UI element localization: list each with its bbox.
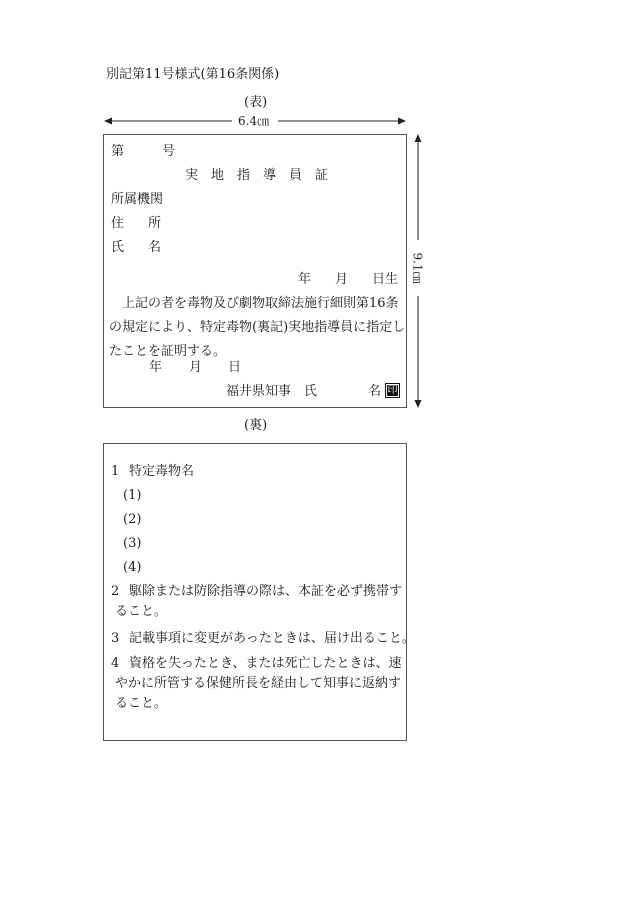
- card-title: 実 地 指 導 員 証: [185, 168, 329, 183]
- item-3-number: 3: [111, 631, 120, 646]
- affiliation-label: 所属機関: [111, 192, 164, 207]
- form-title: 別記第11号様式(第16条関係): [106, 67, 280, 82]
- issue-date-day: 日: [228, 360, 242, 375]
- item-2-line-2: ること。: [115, 604, 168, 619]
- cert-line-1: 上記の者を毒物及び劇物取締法施行細則第16条: [122, 296, 399, 311]
- birth-day: 日生: [372, 272, 399, 287]
- seal-stamp: [385, 383, 400, 398]
- birth-month: 月: [335, 272, 349, 287]
- item-4-line-3: ること。: [115, 696, 168, 711]
- seal-char: 印: [387, 385, 398, 396]
- item-1-text: 特定毒物名: [129, 464, 195, 479]
- cert-line-2: の規定により、特定毒物(裏記)実地指導員に指定し: [109, 320, 406, 335]
- item-1-number: 1: [111, 464, 120, 479]
- item-2-line-1: 駆除または防除指導の際は、本証を必ず携帯す: [129, 584, 403, 599]
- address-label-2: 所: [148, 216, 162, 231]
- height-label: 9.1㎝: [410, 252, 425, 284]
- sub-item-1: (1): [123, 488, 142, 503]
- issue-date-year: 年: [149, 360, 163, 375]
- cert-line-3: たことを証明する。: [109, 344, 227, 359]
- item-4-line-2: やかに所管する保健所長を経由して知事に返納す: [115, 676, 402, 691]
- name-label-1: 氏: [111, 240, 125, 255]
- issue-date-month: 月: [189, 360, 203, 375]
- item-4-number: 4: [111, 656, 120, 671]
- name-label-2: 名: [148, 240, 162, 255]
- front-side-label: (表): [244, 95, 268, 110]
- number-go: 号: [162, 144, 176, 159]
- number-dai: 第: [111, 144, 125, 159]
- sub-item-4: (4): [123, 560, 142, 575]
- issuer: 福井県知事 氏: [226, 384, 318, 399]
- item-4-line-1: 資格を失ったとき、または死亡したときは、速: [129, 656, 402, 671]
- address-label-1: 住: [111, 216, 125, 231]
- back-side-label: (裏): [244, 418, 268, 433]
- issuer-name-label: 名: [368, 384, 382, 399]
- item-3-text: 記載事項に変更があったときは、届け出ること。: [129, 631, 415, 646]
- birth-year: 年: [298, 272, 312, 287]
- width-label: 6.4㎝: [238, 114, 270, 128]
- sub-item-3: (3): [123, 536, 142, 551]
- item-2-number: 2: [111, 584, 120, 599]
- sub-item-2: (2): [123, 512, 142, 527]
